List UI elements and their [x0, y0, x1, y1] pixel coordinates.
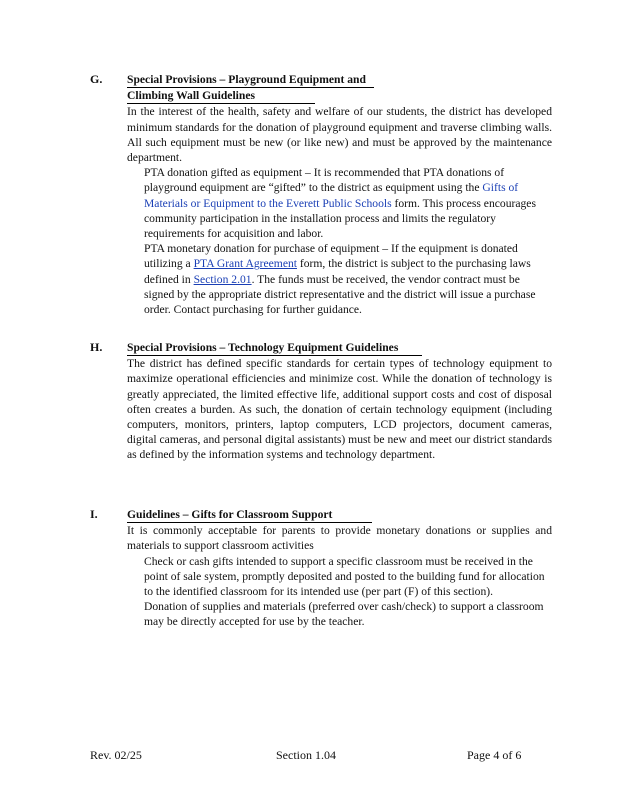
section-intro: In the interest of the health, safety and welfare of our students, the district has developed minimum standards for the donation of playground equipment and traverse climbing walls. All such equipment must be new (or like new) and must be approved by the maintenance department. — [127, 105, 552, 165]
section-heading-line2: Climbing Wall Guidelines — [127, 88, 315, 104]
section-heading: Special Provisions – Technology Equipment Guidelines — [127, 340, 422, 356]
list-item-text: form, the district is subject to the purchasing laws defined in — [144, 257, 531, 286]
section-heading: Special Provisions – Playground Equipment and — [127, 72, 374, 88]
list-item — [127, 599, 552, 629]
section-letter: I. — [90, 507, 98, 521]
section-body: The district has defined specific standards for certain types of technology equipment to maximize operational efficiencies and minimize cost. While the donation of technology is greatly appreciated, the limited effective life, additional support costs and cost of disposal often creates a burden. As such, the donation of certain technology equipment (including computers, monitors, printers, laptop computers, LCD projectors, document cameras, digital cameras, and personal digital assistants) must be new and meet our district standards as defined by the information systems and technology department. — [127, 357, 552, 462]
list-item-text: PTA donation gifted as equipment – It is recommended that PTA donations of playground equipment are “gifted” to the district as equipment using the — [144, 166, 505, 195]
list-item-text: Check or cash gifts intended to support a specific classroom must be received in the point of sale system, promptly deposited and posted to the building fund for allocation to the identified classroom for its intended use (per part (F) of this section). — [144, 554, 545, 599]
gifts-form-link[interactable]: Gifts of Materials or Equipment to the Everett Public Schools — [144, 181, 519, 210]
section-intro: It is commonly acceptable for parents to provide monetary donations or supplies and materials to support classroom activities — [127, 524, 552, 553]
section-letter: G. — [90, 72, 103, 86]
footer-page-number: Page 4 of 6 — [467, 748, 522, 762]
list-item-text: PTA monetary donation for purchase of equipment – If the equipment is donated utilizing a — [144, 242, 518, 271]
pta-grant-agreement-link[interactable]: PTA Grant Agreement — [193, 257, 297, 271]
list-item — [127, 241, 552, 317]
section-letter: H. — [90, 340, 103, 354]
list-item — [127, 554, 552, 600]
list-item-text: Donation of supplies and materials (preferred over cash/check) to support a classroom may be directly accepted for use by the teacher. — [144, 600, 544, 629]
list-item-text: . The funds must be received, the vendor contract must be signed by the appropriate district representative and the district will issue a purchase order. Contact purchasing for further guidance. — [144, 272, 536, 317]
section-2-01-link[interactable]: Section 2.01 — [193, 272, 252, 286]
list-item — [127, 165, 552, 241]
footer-revision: Rev. 02/25 — [90, 748, 142, 762]
section-heading: Guidelines – Gifts for Classroom Support — [127, 507, 372, 523]
bullet-list — [127, 165, 552, 317]
list-item-text: form. This process encourages community participation in the installation process and limits the regulatory requirements for acquisition and labor. — [144, 196, 536, 241]
bullet-list — [127, 554, 552, 630]
footer-section: Section 1.04 — [276, 748, 336, 762]
